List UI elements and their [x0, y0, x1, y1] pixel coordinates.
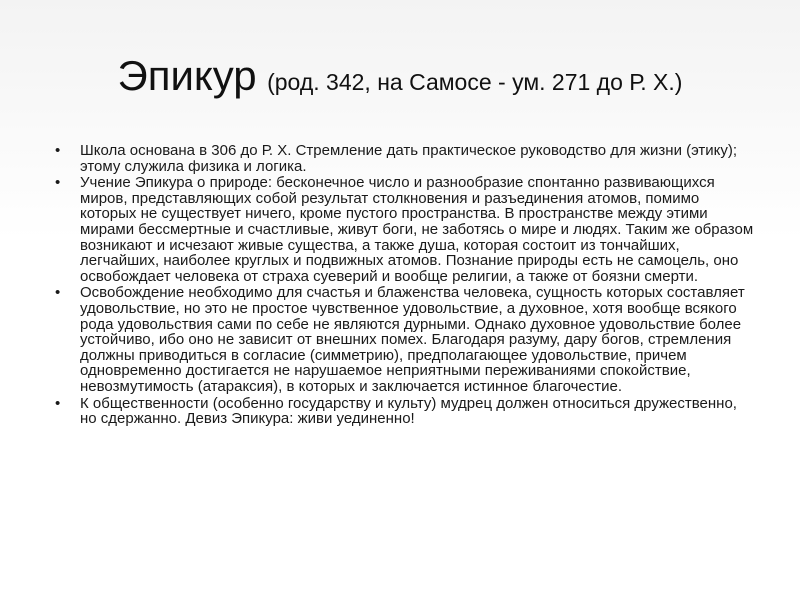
bullet-text: Учение Эпикура о природе: бесконечное число и разнообразие спонтанно развивающихся миров, представляющих собой результат столкновения и разъединения атомов, помимо которых не существует ничего, кроме пустого пространства. В пространстве между этими мирами бессмертные и счастливые, живут боги, не заботясь о мире и людях. Таким же образом возникают и исчезают живые существа, а также душа, которая состоит из тончайших, легчайших, наиболее круглых и подвижных атомов. Познание природы есть не самоцель, оно освобождает человека от страха суеверий и вообще религии, а также от боязни смерти. — [80, 174, 754, 285]
bullet-item — [55, 143, 755, 174]
title-main: Эпикур — [117, 52, 257, 99]
bullet-text: Освобождение необходимо для счастья и блаженства человека, сущность которых составляет удовольствие, но это не простое чувственное удовольствие, а духовное, хотя вообще всякого рода удовольствия сами по себе не являются дурными. Однако духовное удовольствие более устойчиво, ибо оно не зависит от внешних помех. Благодаря разуму, дару богов, стремления должны приводиться в согласие (симметрию), предполагающее удовольствие, причем одновременно достигается не нарушаемое неприятными переживаниями спокойствие, невозмутимость (атараксия), в которых и заключается истинное благочестие. — [80, 284, 745, 395]
bullet-text: Школа основана в 306 до Р. Х. Стремление дать практическое руководство для жизни (этику); этому служила физика и логика. — [80, 142, 738, 175]
bullet-dot-icon: • — [55, 174, 61, 192]
bullet-list — [55, 143, 755, 427]
slide-body — [55, 143, 755, 428]
bullet-item — [55, 396, 755, 427]
bullet-dot-icon: • — [55, 142, 61, 159]
bullet-dot-icon: • — [55, 284, 61, 302]
bullet-text: К общественности (особенно государству и культу) мудрец должен относиться дружественно, но сдержанно. Девиз Эпикура: живи уединенно! — [80, 394, 737, 428]
bullet-item — [55, 285, 755, 394]
bullet-item — [55, 175, 755, 284]
bullet-dot-icon: • — [55, 394, 61, 412]
slide-title — [0, 52, 800, 100]
title-subtitle: (род. 342, на Самосе - ум. 271 до Р. Х.) — [267, 69, 683, 95]
